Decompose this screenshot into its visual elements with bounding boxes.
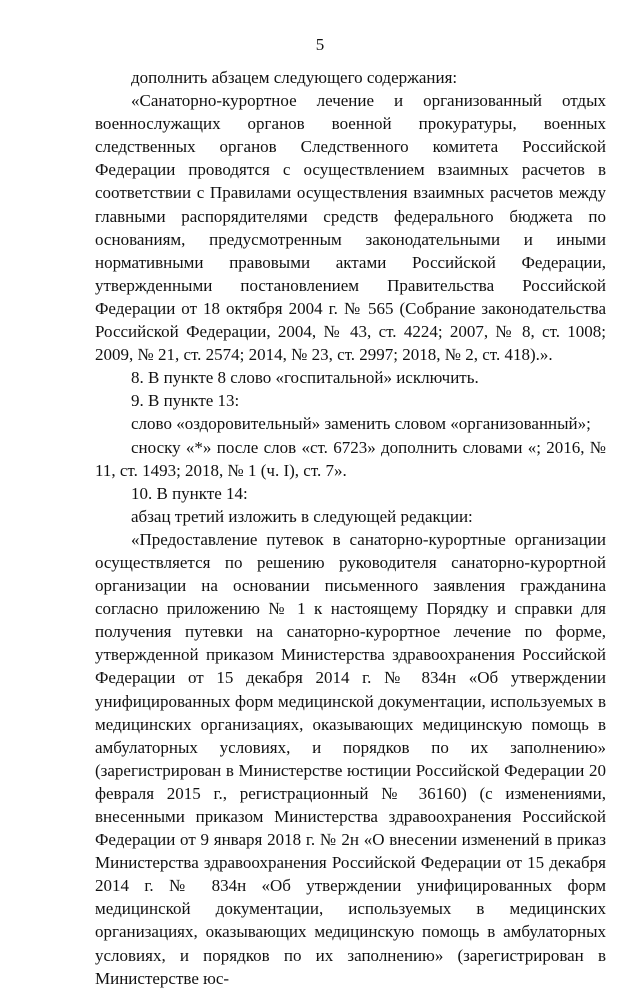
page-number: 5 [315, 35, 325, 54]
paragraph-intro: дополнить абзацем следующего содержания: [131, 68, 458, 87]
paragraph-word-replacement: слово «оздоровительный» заменить словом «организованный»; [131, 414, 591, 434]
paragraph-new-wording: «Предоставление путевок в санаторно-курортные организации осуществляется по решению руководителя санаторно-курортной организации на основании письменного заявления гражданина согласно приложению № 1 к настоящему Порядку и справки для получения путевки на санаторно-курортное лечение по форме, утвержденной приказом Министерства здравоохранения Российской Федерации от 15 декабря 2014 г. № 834н «Об утверждении унифицированных форм медицинской документации, используемых в медицинских организациях, оказывающих медицинскую помощь в амбулаторных условиях, и порядков по их заполнению» (зарегистрирован в Министерстве юстиции Российской Федерации 20 февраля 2015 г., регистрационный № 36160) (с изменениями, внесенными приказом Министерства здравоохранения Российской Федерации от 9 января 2018 г. № 2н «О внесении изменений в приказ Министерства здравоохранения Российской Федерации от 15 декабря 2014 г. № 834н «Об утверждении унифицированных форм медицинской документации, используемых в медицинских организациях, оказывающих медицинскую помощь в амбулаторных условиях, и порядков по их заполнению» (зарегистрирован в Министерстве юс- [95, 529, 606, 988]
document-body [95, 66, 606, 990]
paragraph-item-10: 10. В пункте 14: [131, 483, 248, 503]
paragraph-third-subparagraph: абзац третий изложить в следующей редакции: [131, 506, 473, 526]
paragraph-footnote-addition: сноску «*» после слов «ст. 6723» дополнить словами «; 2016, № 11, ст. 1493; 2018, № 1 (ч. I), ст. 7». [95, 437, 606, 480]
paragraph-item-9: 9. В пункте 13: [131, 391, 240, 411]
paragraph-quoted-addition: «Санаторно-курортное лечение и организованный отдых военнослужащих органов военной прокуратуры, военных следственных органов Следственного комитета Российской Федерации проводятся с осуществлением взаимных расчетов в соответствии с Правилами осуществления взаимных расчетов между главными распорядителями средств федерального бюджета по основаниям, предусмотренным законодательными и иными нормативными правовыми актами Российской Федерации, утвержденными постановлением Правительства Российской Федерации от 18 октября 2004 г. № 565 (Собрание законодательства Российской Федерации, 2004, № 43, ст. 4224; 2007, № 8, ст. 1008; 2009, № 21, ст. 2574; 2014, № 23, ст. 2997; 2018, № 2, ст. 418).». [95, 91, 606, 365]
paragraph-item-8: 8. В пункте 8 слово «госпитальной» исключить. [131, 368, 479, 388]
